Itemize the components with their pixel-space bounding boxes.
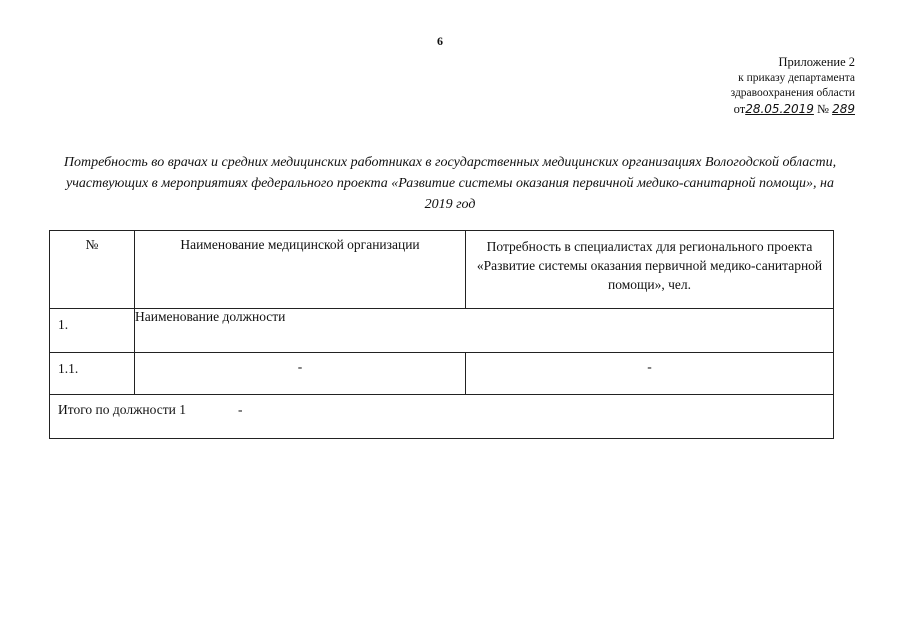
- total-value: -: [237, 402, 243, 417]
- handwritten-date: 28.05.2019: [745, 101, 814, 116]
- total-cell: [50, 395, 834, 439]
- section-label: Наименование должности: [135, 309, 834, 353]
- appendix-department: здравоохранения области: [730, 87, 855, 99]
- document-title: Потребность во врачах и средних медицинских работниках в государственных медицинских организациях Вологодской области, участвующих в мероприятиях федерального проекта «Развитие системы оказания первичной медико-санитарной помощи», на 2019 год: [63, 155, 837, 212]
- table-row: [50, 353, 834, 395]
- appendix-title: Приложение 2: [778, 55, 855, 69]
- page-number: 6: [437, 34, 443, 48]
- order-date-number: [731, 102, 855, 118]
- header-need: Потребность в специалистах для регионального проекта «Развитие системы оказания первичной медико-санитарной помощи», чел.: [466, 231, 834, 309]
- header-num: №: [50, 231, 135, 309]
- appendix-order-ref: к приказу департамента: [738, 71, 855, 84]
- number-label: №: [817, 101, 829, 116]
- appendix-block: [731, 55, 855, 117]
- header-organization: Наименование медицинской организации: [135, 231, 466, 309]
- row-organization: -: [135, 353, 466, 395]
- needs-table: [49, 230, 834, 439]
- section-num: 1.: [50, 309, 135, 353]
- total-row: [50, 395, 834, 439]
- table-row: [50, 309, 834, 353]
- total-label: Итого по должности 1: [58, 402, 186, 417]
- row-need: -: [466, 353, 834, 395]
- table-header-row: [50, 231, 834, 309]
- row-num: 1.1.: [50, 353, 135, 395]
- handwritten-number: 289: [832, 101, 855, 116]
- from-label: от: [733, 101, 746, 116]
